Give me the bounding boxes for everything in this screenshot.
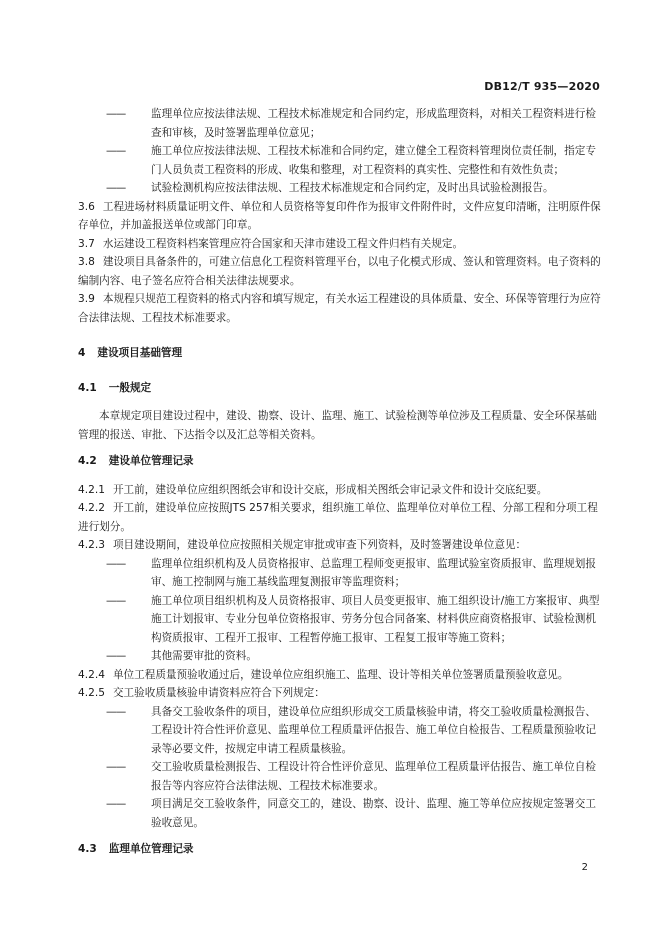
clause-number: 3.6 [78,200,95,213]
clause-number: 4.2.1 [78,483,105,496]
page-body [78,105,601,869]
dash-item-text: 监理单位应按法律法规、工程技术标准规定和合同约定，形成监理资料，对相关工程资料进行检查和审核，及时签署监理单位意见； [151,108,596,139]
clause-text: 工程进场材料质量证明文件、单位和人员资格等复印件作为报审文件附件时，文件应复印清晰，注明原件保存单位，并加盖报送单位或部门印章。 [78,200,601,231]
clause-number: 4.2.3 [78,539,105,551]
section-title: 一般规定 [108,381,152,394]
clause-number: 3.7 [78,237,95,250]
clause-text: 交工验收质量核验申请资料应符合下列规定： [112,687,325,699]
dash-item-text: 交工验收质量检测报告、工程设计符合性评价意见、监理单位工程质量评估报告、施工单位自检报告等内容应符合法律法规、工程技术标准要求。 [151,761,596,792]
clause-text: 本规程只规范工程资料的格式内容和填写规定，有关水运工程建设的具体质量、安全、环保等管理行为应符合法律法规、工程技术标准要求。 [78,293,601,324]
standard-code: DB12/T 935—2020 [484,80,600,93]
clause-number: 4.2.5 [78,687,105,699]
dash-item [78,592,601,648]
dash-mark: —— [106,557,126,570]
section-heading-4-3 [78,840,601,859]
dash-mark: —— [106,798,126,810]
clause-text: 单位工程质量预验收通过后，建设单位应组织施工、监理、设计等相关单位签署质量预验收意见。 [112,668,569,681]
dash-mark: —— [106,108,126,120]
dash-item [78,555,601,592]
dash-item-text: 监理单位组织机构及人员资格报审、总监理工程师变更报审、监理试验室资质报审、监理规划报审、施工控制网与施工基线监理复测报审等监理资料； [151,557,596,588]
clause-text: 开工前，建设单位应按照JTS 257相关要求，组织施工单位、监理单位对单位工程、分部工程和分项工程进行划分。 [78,502,598,533]
section-title: 建设单位管理记录 [108,455,194,467]
clause-number: 4.2.2 [78,502,105,514]
section-title: 监理单位管理记录 [108,843,194,855]
dash-item [78,795,601,832]
dash-mark: —— [106,705,126,718]
clause-number: 3.8 [78,256,95,268]
clause-3-9 [78,290,601,327]
dash-mark: —— [106,594,126,607]
dash-item [78,142,601,179]
dash-item [78,647,601,666]
clause-3-8 [78,253,601,290]
dash-item-text: 施工单位应按法律法规、工程技术标准和合同约定，建立健全工程资料管理岗位责任制，指定专门人员负责工程资料的形成、收集和整理，对工程资料的真实性、完整性和有效性负责； [151,145,596,176]
dash-item [78,105,601,142]
clause-4-2-4 [78,666,601,685]
dash-item [78,179,601,198]
clause-4-2-1 [78,481,601,500]
page-number: 2 [581,862,588,873]
clause-4-2-2 [78,499,601,536]
dash-item-text: 试验检测机构应按法律法规、工程技术标准规定和合同约定，及时出具试验检测报告。 [151,182,554,194]
dash-item-text: 具备交工验收条件的项目，建设单位应组织形成交工质量核验申请，将交工验收质量检测报告、工程设计符合性评价意见、监理单位工程质量评估报告、施工单位自检报告、工程质量预验收记录等必要文件，按规定申请工程质量核验。 [151,705,596,755]
clause-4-2-3 [78,536,601,555]
clause-3-6 [78,198,601,235]
clause-text: 水运建设工程资料档案管理应符合国家和天津市建设工程文件归档有关规定。 [102,237,464,250]
clause-3-7 [78,235,601,254]
dash-item [78,703,601,759]
chapter-title: 建设项目基础管理 [97,347,183,359]
chapter-number: 4 [78,347,86,359]
clause-4-2-5 [78,684,601,703]
clause-text: 建设项目具备条件的，可建立信息化工程资料管理平台，以电子化模式形成、签认和管理资料。电子资料的编制内容、电子签名应符合相关法律法规要求。 [78,256,601,287]
clause-text: 开工前，建设单位应组织图纸会审和设计交底，形成相关图纸会审记录文件和设计交底纪要。 [112,483,548,496]
clause-text: 项目建设期间，建设单位应按照相关规定审批或审查下列资料，及时签署建设单位意见： [112,539,527,551]
clause-number: 3.9 [78,293,95,305]
section-number: 4.1 [78,381,97,394]
dash-item [78,758,601,795]
dash-item-text: 施工单位项目组织机构及人员资格报审、项目人员变更报审、施工组织设计/施工方案报审、典型施工计划报审、专业分包单位资格报审、劳务分包合同备案、材料供应商资格报审、试验检测机构资质报审、工程开工报审、工程暂停施工报审、工程复工报审等施工资料； [151,594,600,644]
dash-mark: —— [106,145,126,157]
section-number: 4.3 [78,843,97,855]
section-number: 4.2 [78,455,97,467]
dash-item-text: 项目满足交工验收条件，同意交工的，建设、勘察、设计、监理、施工等单位应按规定签署交工验收意见。 [151,798,596,829]
section-heading-4-1 [78,379,601,398]
clause-number: 4.2.4 [78,668,105,681]
dash-item-text: 其他需要审批的资料。 [151,650,257,662]
section-4-1-text: 本章规定项目建设过程中，建设、勘察、设计、监理、施工、试验检测等单位涉及工程质量、安全环保基础管理的报送、审批、下达指令以及汇总等相关资料。 [78,410,597,441]
dash-mark: —— [106,182,126,194]
chapter-heading-4 [78,344,601,363]
dash-mark: —— [106,761,126,773]
section-heading-4-2 [78,452,601,471]
dash-mark: —— [106,650,126,662]
